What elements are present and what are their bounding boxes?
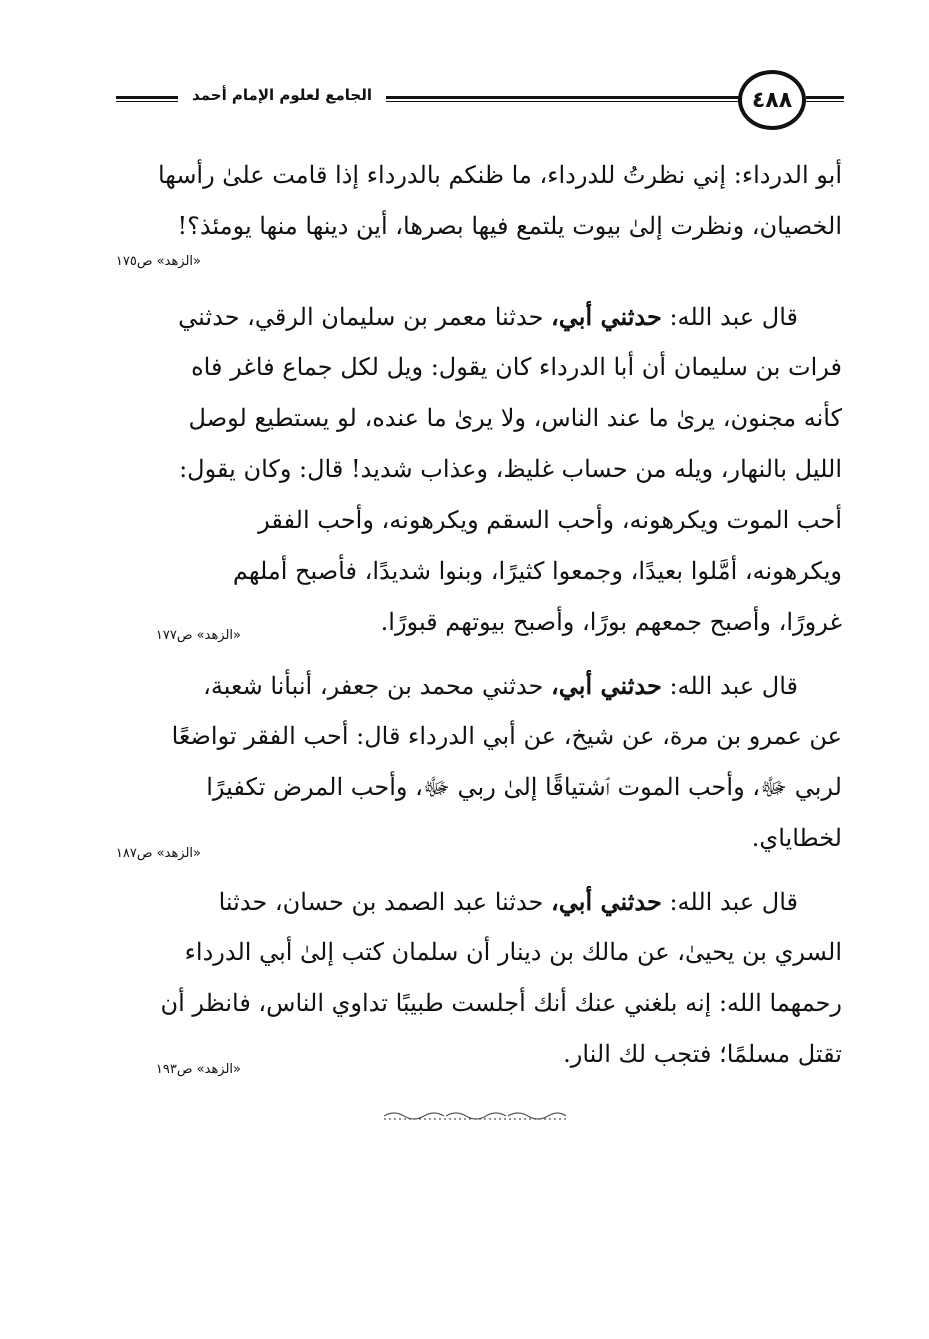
text-line: أبو الدرداء: إني نظرتُ للدرداء، ما ظنكم بالدرداء إذا قامت علىٰ رأسها	[157, 161, 842, 189]
paragraph-3	[70, 660, 842, 864]
source-citation-3: «الزهد» ص١٨٧	[115, 846, 201, 861]
header-rule-middle	[386, 96, 740, 102]
text-line	[70, 876, 842, 927]
text-line: غرورًا، وأصبح جمعهم بورًا، وأصبح بيوتهم قبورًا.	[380, 608, 842, 636]
source-citation-1: «الزهد» ص١٧٥	[115, 254, 201, 269]
text-line	[70, 291, 842, 342]
narration-rest: حدثنا معمر بن سليمان الرقي، حدثني	[178, 303, 552, 331]
narration-rest: حدثني محمد بن جعفر، أنبأنا شعبة،	[203, 672, 552, 700]
paragraph-4	[70, 876, 842, 1080]
text-line: فرات بن سليمان أن أبا الدرداء كان يقول: ويل لكل جماع فاغر فاه	[191, 353, 842, 381]
narration-intro: قال عبد الله:	[661, 888, 798, 916]
text-line: تقتل مسلمًا؛ فتجب لك النار.	[563, 1040, 842, 1068]
text-line: ويكرهونه، أمَّلوا بعيدًا، وجمعوا كثيرًا، وبنوا شديدًا، فأصبح أملهم	[232, 557, 842, 585]
text-line: لربي ﷻ، وأحب الموت ٱشتياقًا إلىٰ ربي ﷻ، وأحب المرض تكفيرًا	[206, 773, 842, 801]
narration-bold: حدثني أبي،	[551, 887, 662, 916]
header-rule-left	[116, 96, 178, 102]
end-ornament-icon	[380, 1108, 570, 1124]
running-title: الجامع لعلوم الإمام أحمد	[192, 86, 372, 104]
source-citation-4: «الزهد» ص١٩٣	[155, 1062, 241, 1077]
header-rule-right	[806, 96, 844, 102]
narration-bold: حدثني أبي،	[551, 671, 662, 700]
paragraph-2	[70, 291, 842, 648]
text-line: السري بن يحيىٰ، عن مالك بن دينار أن سلمان كتب إلىٰ أبي الدرداء	[184, 938, 842, 966]
source-citation-2: «الزهد» ص١٧٧	[155, 628, 241, 643]
paragraph-1	[70, 150, 842, 252]
text-line: عن عمرو بن مرة، عن شيخ، عن أبي الدرداء قال: أحب الفقر تواضعًا	[171, 722, 842, 750]
text-line: كأنه مجنون، يرىٰ ما عند الناس، ولا يرىٰ ما عنده، لو يستطيع لوصل	[188, 404, 842, 432]
text-line	[70, 660, 842, 711]
narration-intro: قال عبد الله:	[661, 303, 798, 331]
text-line: رحمهما الله: إنه بلغني عنك أنك أجلست طبيبًا تداوي الناس، فانظر أن	[160, 989, 842, 1017]
narration-intro: قال عبد الله:	[661, 672, 798, 700]
text-line: لخطاياي.	[751, 824, 842, 852]
page-header	[108, 70, 844, 130]
narration-bold: حدثني أبي،	[551, 302, 662, 331]
text-line: الليل بالنهار، ويله من حساب غليظ، وعذاب شديد! قال: وكان يقول:	[179, 455, 842, 483]
text-line: الخصيان، ونظرت إلىٰ بيوت يلتمع فيها بصرها، أين دينها منها يومئذ؟!	[177, 212, 842, 240]
page-number: ٤٨٨	[738, 70, 806, 130]
text-line: أحب الموت ويكرهونه، وأحب السقم ويكرهونه، وأحب الفقر	[258, 506, 842, 534]
narration-rest: حدثنا عبد الصمد بن حسان، حدثنا	[218, 888, 552, 916]
